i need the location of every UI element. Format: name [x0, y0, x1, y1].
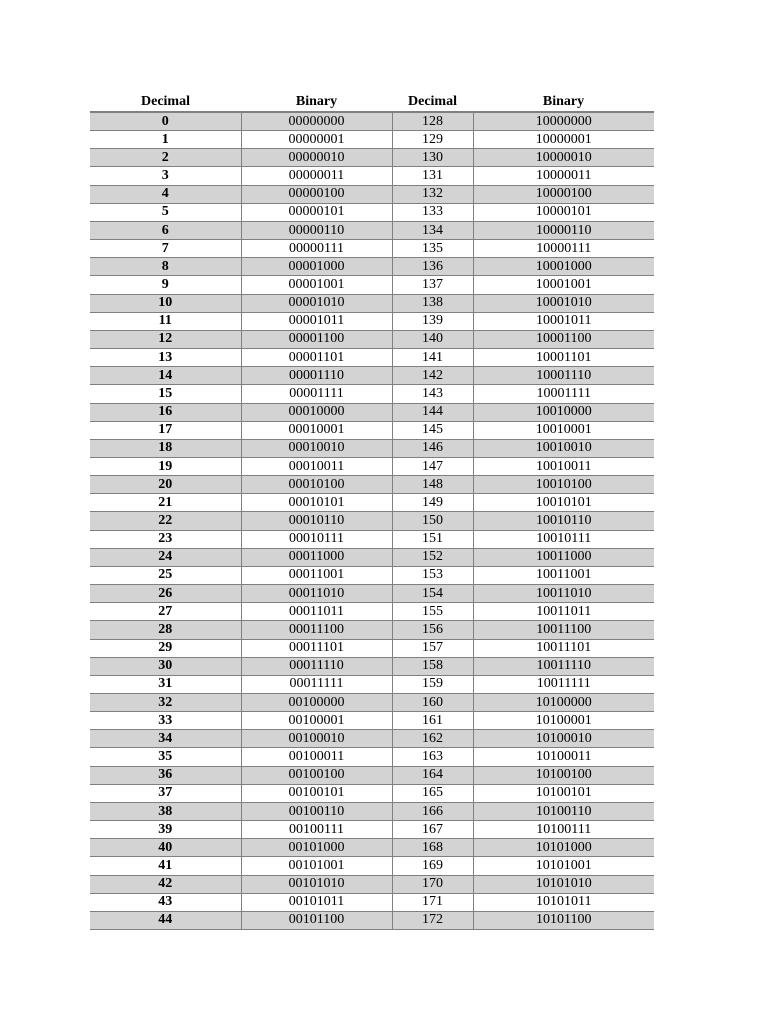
cell-binary-high: 10001110	[473, 367, 654, 385]
cell-binary-high: 10001111	[473, 385, 654, 403]
cell-binary-low: 00101000	[241, 839, 392, 857]
cell-binary-low: 00011111	[241, 675, 392, 693]
cell-decimal-low: 35	[90, 748, 241, 766]
cell-decimal-high: 149	[392, 494, 473, 512]
cell-binary-low: 00000001	[241, 131, 392, 149]
table-row	[90, 712, 654, 730]
cell-binary-high: 10100111	[473, 821, 654, 839]
cell-decimal-high: 160	[392, 694, 473, 712]
table-row	[90, 131, 654, 149]
cell-binary-low: 00101010	[241, 875, 392, 893]
cell-decimal-low: 23	[90, 530, 241, 548]
cell-binary-high: 10011001	[473, 566, 654, 584]
cell-binary-high: 10011111	[473, 675, 654, 693]
cell-decimal-low: 8	[90, 258, 241, 276]
cell-decimal-low: 12	[90, 330, 241, 348]
cell-decimal-high: 154	[392, 585, 473, 603]
cell-binary-low: 00000101	[241, 203, 392, 221]
cell-decimal-high: 135	[392, 240, 473, 258]
cell-binary-high: 10100010	[473, 730, 654, 748]
cell-binary-low: 00011001	[241, 566, 392, 584]
table-row	[90, 276, 654, 294]
cell-decimal-low: 7	[90, 240, 241, 258]
cell-binary-low: 00000010	[241, 149, 392, 167]
cell-decimal-high: 129	[392, 131, 473, 149]
cell-decimal-low: 11	[90, 312, 241, 330]
cell-binary-high: 10100001	[473, 712, 654, 730]
cell-binary-high: 10011011	[473, 603, 654, 621]
cell-binary-low: 00010110	[241, 512, 392, 530]
table-row	[90, 839, 654, 857]
table-row	[90, 330, 654, 348]
cell-decimal-high: 172	[392, 911, 473, 929]
header-binary-1: Binary	[241, 93, 392, 112]
cell-binary-low: 00101001	[241, 857, 392, 875]
cell-binary-high: 10001000	[473, 258, 654, 276]
table-row	[90, 367, 654, 385]
cell-binary-high: 10100100	[473, 766, 654, 784]
cell-binary-low: 00001111	[241, 385, 392, 403]
cell-binary-low: 00011010	[241, 585, 392, 603]
cell-binary-low: 00100100	[241, 766, 392, 784]
header-decimal-2: Decimal	[392, 93, 473, 112]
cell-decimal-low: 44	[90, 911, 241, 929]
cell-decimal-high: 161	[392, 712, 473, 730]
cell-decimal-high: 131	[392, 167, 473, 185]
cell-binary-low: 00100000	[241, 694, 392, 712]
cell-decimal-low: 17	[90, 421, 241, 439]
cell-binary-low: 00000111	[241, 240, 392, 258]
cell-binary-high: 10000011	[473, 167, 654, 185]
cell-binary-high: 10010111	[473, 530, 654, 548]
cell-decimal-high: 152	[392, 548, 473, 566]
cell-decimal-low: 43	[90, 893, 241, 911]
cell-decimal-low: 19	[90, 457, 241, 475]
cell-decimal-high: 133	[392, 203, 473, 221]
cell-decimal-low: 3	[90, 167, 241, 185]
cell-binary-high: 10010100	[473, 476, 654, 494]
table-row	[90, 457, 654, 475]
cell-decimal-high: 147	[392, 457, 473, 475]
cell-decimal-high: 168	[392, 839, 473, 857]
cell-binary-high: 10101011	[473, 893, 654, 911]
cell-binary-high: 10100101	[473, 784, 654, 802]
cell-decimal-low: 30	[90, 657, 241, 675]
cell-binary-high: 10010000	[473, 403, 654, 421]
table-row	[90, 203, 654, 221]
cell-binary-low: 00010010	[241, 439, 392, 457]
cell-decimal-low: 42	[90, 875, 241, 893]
table-row	[90, 548, 654, 566]
cell-decimal-high: 162	[392, 730, 473, 748]
table-row	[90, 875, 654, 893]
cell-decimal-high: 150	[392, 512, 473, 530]
cell-decimal-high: 171	[392, 893, 473, 911]
cell-decimal-low: 33	[90, 712, 241, 730]
cell-binary-high: 10010101	[473, 494, 654, 512]
cell-binary-high: 10001100	[473, 330, 654, 348]
cell-decimal-low: 27	[90, 603, 241, 621]
table-row	[90, 730, 654, 748]
table-row	[90, 675, 654, 693]
header-binary-2: Binary	[473, 93, 654, 112]
cell-decimal-low: 36	[90, 766, 241, 784]
cell-binary-high: 10001101	[473, 349, 654, 367]
cell-decimal-low: 32	[90, 694, 241, 712]
table-row	[90, 494, 654, 512]
cell-decimal-high: 138	[392, 294, 473, 312]
table-row	[90, 603, 654, 621]
cell-binary-low: 00010100	[241, 476, 392, 494]
cell-binary-low: 00100001	[241, 712, 392, 730]
cell-decimal-low: 5	[90, 203, 241, 221]
document-page	[90, 93, 654, 930]
cell-decimal-low: 28	[90, 621, 241, 639]
cell-decimal-high: 158	[392, 657, 473, 675]
cell-binary-low: 00100011	[241, 748, 392, 766]
cell-binary-low: 00100111	[241, 821, 392, 839]
table-row	[90, 585, 654, 603]
table-row	[90, 421, 654, 439]
cell-decimal-high: 170	[392, 875, 473, 893]
cell-decimal-high: 166	[392, 802, 473, 820]
table-body	[90, 112, 654, 930]
cell-decimal-high: 144	[392, 403, 473, 421]
cell-decimal-low: 25	[90, 566, 241, 584]
cell-decimal-high: 157	[392, 639, 473, 657]
cell-binary-high: 10010011	[473, 457, 654, 475]
cell-decimal-high: 159	[392, 675, 473, 693]
cell-decimal-high: 163	[392, 748, 473, 766]
cell-binary-high: 10000001	[473, 131, 654, 149]
cell-binary-low: 00101011	[241, 893, 392, 911]
cell-binary-high: 10001011	[473, 312, 654, 330]
cell-decimal-low: 0	[90, 112, 241, 131]
cell-binary-high: 10001001	[473, 276, 654, 294]
cell-decimal-high: 141	[392, 349, 473, 367]
table-row	[90, 385, 654, 403]
cell-binary-low: 00010000	[241, 403, 392, 421]
cell-decimal-low: 26	[90, 585, 241, 603]
cell-decimal-low: 9	[90, 276, 241, 294]
cell-binary-low: 00011011	[241, 603, 392, 621]
cell-decimal-high: 153	[392, 566, 473, 584]
cell-binary-low: 00010101	[241, 494, 392, 512]
cell-binary-low: 00000110	[241, 221, 392, 239]
cell-decimal-high: 145	[392, 421, 473, 439]
cell-decimal-high: 148	[392, 476, 473, 494]
cell-decimal-high: 130	[392, 149, 473, 167]
cell-decimal-low: 6	[90, 221, 241, 239]
cell-decimal-low: 29	[90, 639, 241, 657]
table-row	[90, 167, 654, 185]
cell-binary-low: 00101100	[241, 911, 392, 929]
cell-decimal-low: 10	[90, 294, 241, 312]
cell-decimal-low: 15	[90, 385, 241, 403]
cell-binary-low: 00000011	[241, 167, 392, 185]
cell-binary-high: 10000111	[473, 240, 654, 258]
cell-decimal-high: 156	[392, 621, 473, 639]
cell-binary-high: 10101001	[473, 857, 654, 875]
cell-decimal-low: 18	[90, 439, 241, 457]
table-row	[90, 766, 654, 784]
cell-decimal-low: 38	[90, 802, 241, 820]
cell-decimal-high: 155	[392, 603, 473, 621]
cell-decimal-low: 21	[90, 494, 241, 512]
table-row	[90, 349, 654, 367]
cell-binary-low: 00001000	[241, 258, 392, 276]
cell-binary-low: 00000100	[241, 185, 392, 203]
cell-decimal-high: 167	[392, 821, 473, 839]
cell-decimal-high: 142	[392, 367, 473, 385]
cell-binary-low: 00001010	[241, 294, 392, 312]
cell-binary-low: 00001011	[241, 312, 392, 330]
cell-binary-low: 00100010	[241, 730, 392, 748]
cell-decimal-high: 164	[392, 766, 473, 784]
table-header-row	[90, 93, 654, 112]
cell-decimal-high: 137	[392, 276, 473, 294]
cell-decimal-low: 37	[90, 784, 241, 802]
cell-decimal-low: 41	[90, 857, 241, 875]
table-row	[90, 857, 654, 875]
cell-decimal-low: 34	[90, 730, 241, 748]
table-row	[90, 621, 654, 639]
cell-binary-high: 10010010	[473, 439, 654, 457]
table-row	[90, 657, 654, 675]
cell-decimal-high: 143	[392, 385, 473, 403]
cell-binary-high: 10000110	[473, 221, 654, 239]
header-decimal-1: Decimal	[90, 93, 241, 112]
cell-decimal-low: 39	[90, 821, 241, 839]
cell-binary-low: 00011101	[241, 639, 392, 657]
table-row	[90, 893, 654, 911]
cell-decimal-low: 40	[90, 839, 241, 857]
cell-decimal-low: 24	[90, 548, 241, 566]
table-row	[90, 221, 654, 239]
cell-decimal-high: 165	[392, 784, 473, 802]
cell-binary-high: 10011100	[473, 621, 654, 639]
table-row	[90, 258, 654, 276]
cell-binary-high: 10001010	[473, 294, 654, 312]
cell-binary-high: 10000010	[473, 149, 654, 167]
table-row	[90, 784, 654, 802]
table-row	[90, 802, 654, 820]
table-row	[90, 312, 654, 330]
cell-binary-high: 10101000	[473, 839, 654, 857]
cell-decimal-low: 4	[90, 185, 241, 203]
cell-decimal-low: 22	[90, 512, 241, 530]
cell-binary-low: 00001110	[241, 367, 392, 385]
decimal-binary-table	[90, 93, 654, 930]
cell-decimal-low: 13	[90, 349, 241, 367]
cell-decimal-high: 134	[392, 221, 473, 239]
cell-binary-high: 10010110	[473, 512, 654, 530]
table-row	[90, 639, 654, 657]
cell-decimal-high: 151	[392, 530, 473, 548]
cell-decimal-high: 140	[392, 330, 473, 348]
cell-binary-high: 10101100	[473, 911, 654, 929]
cell-decimal-low: 1	[90, 131, 241, 149]
table-row	[90, 149, 654, 167]
cell-binary-low: 00001101	[241, 349, 392, 367]
cell-binary-low: 00011110	[241, 657, 392, 675]
cell-decimal-high: 169	[392, 857, 473, 875]
cell-decimal-low: 31	[90, 675, 241, 693]
cell-binary-high: 10000101	[473, 203, 654, 221]
cell-binary-low: 00001001	[241, 276, 392, 294]
cell-binary-high: 10100000	[473, 694, 654, 712]
table-row	[90, 294, 654, 312]
cell-decimal-high: 128	[392, 112, 473, 131]
cell-binary-low: 00001100	[241, 330, 392, 348]
table-row	[90, 185, 654, 203]
cell-binary-low: 00100110	[241, 802, 392, 820]
table-row	[90, 476, 654, 494]
table-row	[90, 403, 654, 421]
cell-decimal-high: 146	[392, 439, 473, 457]
cell-binary-low: 00010001	[241, 421, 392, 439]
table-row	[90, 748, 654, 766]
cell-binary-low: 00000000	[241, 112, 392, 131]
cell-decimal-low: 16	[90, 403, 241, 421]
table-row	[90, 911, 654, 929]
cell-binary-high: 10100011	[473, 748, 654, 766]
table-row	[90, 566, 654, 584]
cell-binary-high: 10010001	[473, 421, 654, 439]
cell-decimal-low: 14	[90, 367, 241, 385]
cell-binary-high: 10011010	[473, 585, 654, 603]
table-row	[90, 112, 654, 131]
cell-binary-high: 10011000	[473, 548, 654, 566]
cell-decimal-low: 20	[90, 476, 241, 494]
cell-binary-low: 00011100	[241, 621, 392, 639]
cell-binary-low: 00010111	[241, 530, 392, 548]
table-row	[90, 530, 654, 548]
table-row	[90, 240, 654, 258]
table-row	[90, 439, 654, 457]
cell-binary-low: 00011000	[241, 548, 392, 566]
table-row	[90, 821, 654, 839]
cell-binary-high: 10101010	[473, 875, 654, 893]
cell-decimal-high: 136	[392, 258, 473, 276]
table-row	[90, 694, 654, 712]
cell-binary-low: 00010011	[241, 457, 392, 475]
cell-decimal-low: 2	[90, 149, 241, 167]
cell-binary-high: 10011110	[473, 657, 654, 675]
cell-binary-high: 10000100	[473, 185, 654, 203]
cell-binary-high: 10000000	[473, 112, 654, 131]
table-row	[90, 512, 654, 530]
cell-binary-low: 00100101	[241, 784, 392, 802]
cell-binary-high: 10011101	[473, 639, 654, 657]
cell-binary-high: 10100110	[473, 802, 654, 820]
cell-decimal-high: 139	[392, 312, 473, 330]
cell-decimal-high: 132	[392, 185, 473, 203]
